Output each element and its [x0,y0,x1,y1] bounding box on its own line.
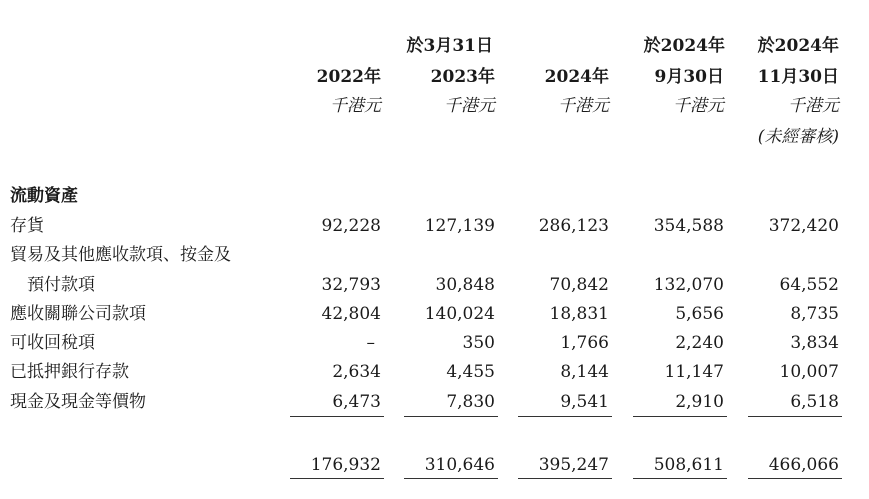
row-value: 92,228 [321,216,381,236]
total-value: 508,611 [653,455,724,475]
row-label: 現金及現金等價物 [10,392,146,412]
subtotal-rule [290,416,384,417]
row-value: 32,793 [321,275,381,295]
total-rule [518,478,612,479]
total-rule [290,478,384,479]
row-value: 8,735 [790,304,839,324]
row-value: 127,139 [424,216,495,236]
row-value: 2,240 [675,333,724,353]
row-value: 286,123 [538,216,609,236]
total-rule [748,478,842,479]
row-value: 10,007 [779,362,839,382]
row-value: 6,518 [790,392,839,412]
row-value: 30,848 [435,275,495,295]
header-year-2023: 2023年 [430,67,495,87]
row-value: 42,804 [321,304,381,324]
total-value: 395,247 [538,455,609,475]
unit-2023: 千港元 [444,96,495,116]
row-label-continued: 預付款項 [27,275,95,295]
header-date-nov30: 11月30日 [757,67,839,87]
unaudited-note: (未經審核) [757,127,839,147]
row-value: 3,834 [790,333,839,353]
row-value: 2,910 [675,392,724,412]
row-label: 已抵押銀行存款 [10,362,129,382]
subtotal-rule [633,416,727,417]
section-title: 流動資產 [10,186,78,206]
row-value: 2,634 [332,362,381,382]
row-value: 140,024 [424,304,495,324]
row-value: 1,766 [560,333,609,353]
row-value: 8,144 [560,362,609,382]
subtotal-rule [748,416,842,417]
total-rule [404,478,498,479]
total-value: 310,646 [424,455,495,475]
row-value: 372,420 [768,216,839,236]
row-label: 存貨 [10,216,44,236]
row-value: 70,842 [549,275,609,295]
row-label: 可收回稅項 [10,333,95,353]
row-value: 11,147 [664,362,724,382]
subtotal-rule [404,416,498,417]
subtotal-rule [518,416,612,417]
unit-2022: 千港元 [330,96,381,116]
row-value: 7,830 [446,392,495,412]
unit-nov2024: 千港元 [788,96,839,116]
row-value: 4,455 [446,362,495,382]
total-value: 176,932 [310,455,381,475]
row-value: 9,541 [560,392,609,412]
total-rule [633,478,727,479]
header-year-2022: 2022年 [316,67,381,87]
total-value: 466,066 [768,455,839,475]
row-value: 18,831 [549,304,609,324]
header-group-mar31: 於3月31日 [406,36,493,56]
row-label: 應收關聯公司款項 [10,304,146,324]
unit-sep2024: 千港元 [673,96,724,116]
header-group-sep2024: 於2024年 [643,36,725,56]
header-group-nov2024: 於2024年 [757,36,839,56]
unit-2024: 千港元 [558,96,609,116]
row-value: 132,070 [653,275,724,295]
row-value: 64,552 [779,275,839,295]
row-label: 貿易及其他應收款項、按金及 [10,245,231,265]
row-value: 350 [462,333,495,353]
row-value: 6,473 [332,392,381,412]
row-value: – [366,333,375,353]
row-value: 354,588 [653,216,724,236]
header-date-sep30: 9月30日 [654,67,724,87]
row-value: 5,656 [675,304,724,324]
header-year-2024: 2024年 [544,67,609,87]
